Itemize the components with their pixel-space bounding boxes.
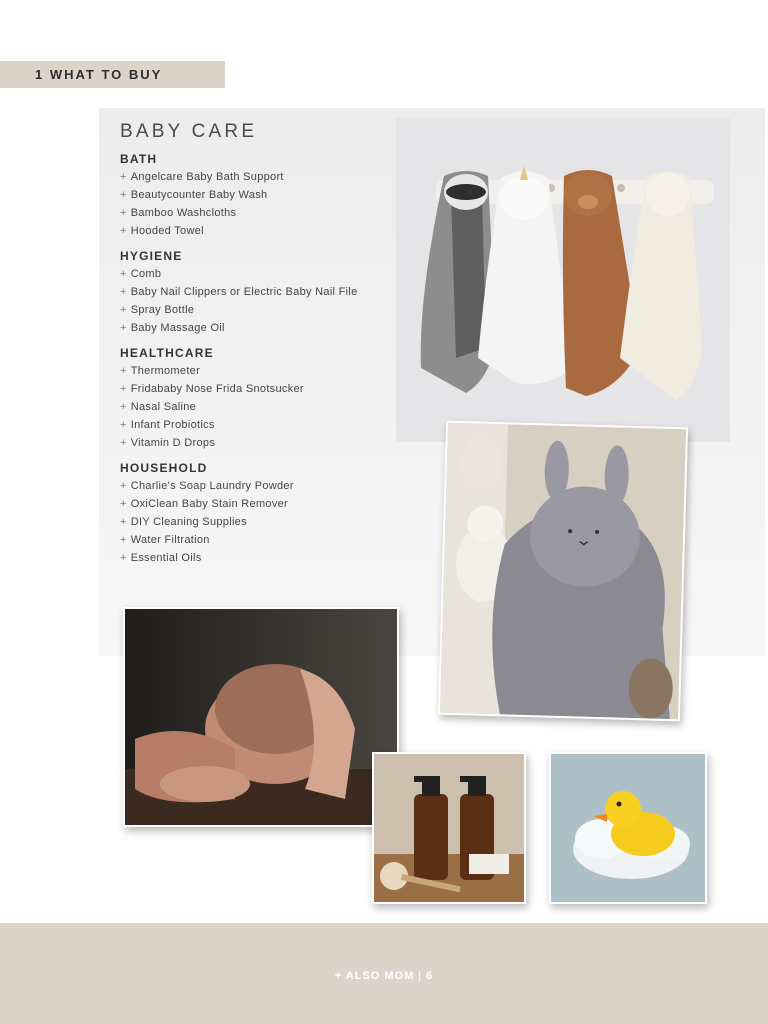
hooded-towels-illustration <box>396 118 730 442</box>
list-item: + Baby Massage Oil <box>120 322 225 334</box>
group-hygiene <box>120 249 400 337</box>
group-heading: BATH <box>120 152 158 166</box>
photo-spray-bottles <box>372 752 526 904</box>
list-item: + Hooded Towel <box>120 225 204 237</box>
section-label: 1 WHAT TO BUY <box>35 67 163 82</box>
list-item: + Angelcare Baby Bath Support <box>120 171 284 183</box>
bunny-towel-illustration <box>440 423 686 720</box>
group-heading: HOUSEHOLD <box>120 461 208 475</box>
footer-separator: | <box>418 970 423 982</box>
list-item: + DIY Cleaning Supplies <box>120 516 247 528</box>
footer-text <box>0 970 768 982</box>
list-item: + Water Filtration <box>120 534 210 546</box>
list-item: + OxiClean Baby Stain Remover <box>120 498 289 510</box>
shopping-lists <box>120 152 400 576</box>
list-item: + Essential Oils <box>120 552 202 564</box>
list-item: + Infant Probiotics <box>120 419 215 431</box>
list-item: + Beautycounter Baby Wash <box>120 189 268 201</box>
group-heading: HEALTHCARE <box>120 346 214 360</box>
rubber-duck-illustration <box>551 754 705 902</box>
group-heading: HYGIENE <box>120 249 183 263</box>
newborn-illustration <box>125 609 397 825</box>
photo-hooded-towels <box>396 118 730 442</box>
page-number: 6 <box>426 970 434 982</box>
list-item: + Baby Nail Clippers or Electric Baby Nail File <box>120 286 358 298</box>
footer-brand: + ALSO MOM <box>334 970 415 982</box>
page-footer <box>0 923 768 1024</box>
list-item: + Thermometer <box>120 365 201 377</box>
list-item: + Charlie's Soap Laundry Powder <box>120 480 294 492</box>
page-title: BABY CARE <box>120 121 258 142</box>
group-healthcare <box>120 346 400 452</box>
list-item: + Spray Bottle <box>120 304 195 316</box>
group-household <box>120 461 400 567</box>
list-item: + Fridababy Nose Frida Snotsucker <box>120 383 304 395</box>
list-item: + Nasal Saline <box>120 401 197 413</box>
list-item: + Bamboo Washcloths <box>120 207 237 219</box>
list-item: + Comb <box>120 268 162 280</box>
group-bath <box>120 152 400 240</box>
section-tab <box>0 61 225 88</box>
photo-newborn <box>123 607 399 827</box>
photo-rubber-duck <box>549 752 707 904</box>
list-item: + Vitamin D Drops <box>120 437 216 449</box>
spray-bottles-illustration <box>374 754 524 902</box>
photo-bunny-towel <box>438 421 688 722</box>
